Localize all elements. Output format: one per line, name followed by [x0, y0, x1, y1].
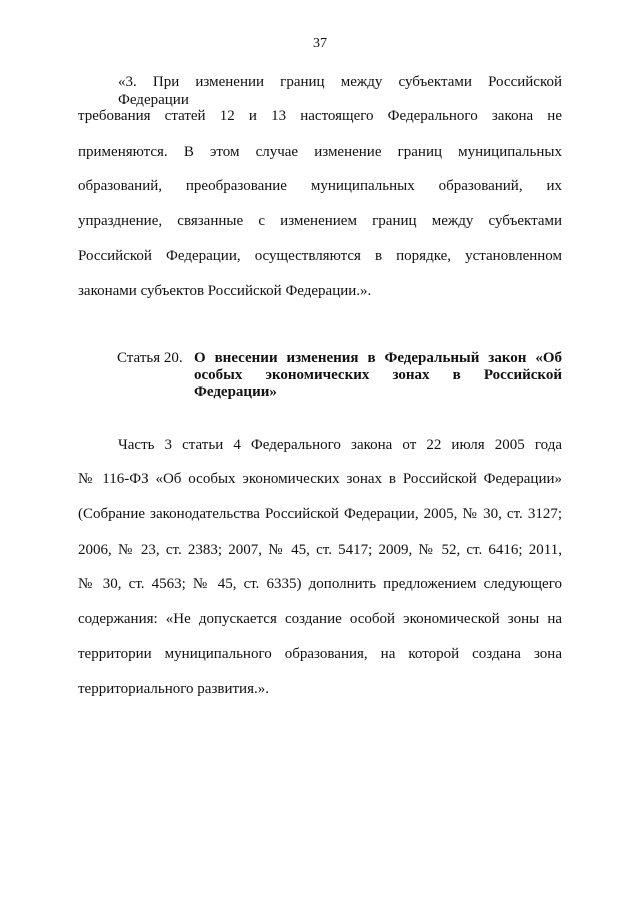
article-label: Статья 20. — [117, 350, 183, 366]
paragraph-2-line-8: территориального развития.». — [78, 681, 269, 697]
paragraph-2-line-5: № 30, ст. 4563; № 45, ст. 6335) дополнить предложением следующего — [78, 576, 562, 592]
paragraph-1-line-7: законами субъектов Российской Федерации.». — [78, 283, 372, 299]
article-title-line-2: особых экономических зонах в Российской — [194, 367, 562, 383]
paragraph-1-line-4: образований, преобразование муниципальных образований, их — [78, 178, 562, 194]
paragraph-1-line-2: требования статей 12 и 13 настоящего Федерального закона не — [78, 108, 562, 124]
paragraph-2-line-3: (Собрание законодательства Российской Федерации, 2005, № 30, ст. 3127; — [78, 506, 562, 522]
paragraph-2-line-6: содержания: «Не допускается создание особой экономической зоны на — [78, 611, 562, 627]
paragraph-2-line-7: территории муниципального образования, на которой создана зона — [78, 646, 562, 662]
page-number: 37 — [313, 36, 327, 51]
paragraph-1-line-5: упразднение, связанные с изменением границ между субъектами — [78, 213, 562, 229]
paragraph-2-line-2: № 116-ФЗ «Об особых экономических зонах в Российской Федерации» — [78, 471, 562, 487]
article-title-line-1: О внесении изменения в Федеральный закон «Об — [194, 350, 562, 366]
paragraph-1-line-6: Российской Федерации, осуществляются в порядке, установленном — [78, 248, 562, 264]
paragraph-2-line-1: Часть 3 статьи 4 Федерального закона от 22 июля 2005 года — [118, 437, 562, 453]
paragraph-1-line-3: применяются. В этом случае изменение границ муниципальных — [78, 144, 562, 160]
paragraph-2-line-4: 2006, № 23, ст. 2383; 2007, № 45, ст. 5417; 2009, № 52, ст. 6416; 2011, — [78, 542, 562, 558]
paragraph-1-line-1: «3. При изменении границ между субъектами Российской Федерации — [118, 74, 562, 108]
article-title-line-3: Федерации» — [194, 384, 277, 400]
